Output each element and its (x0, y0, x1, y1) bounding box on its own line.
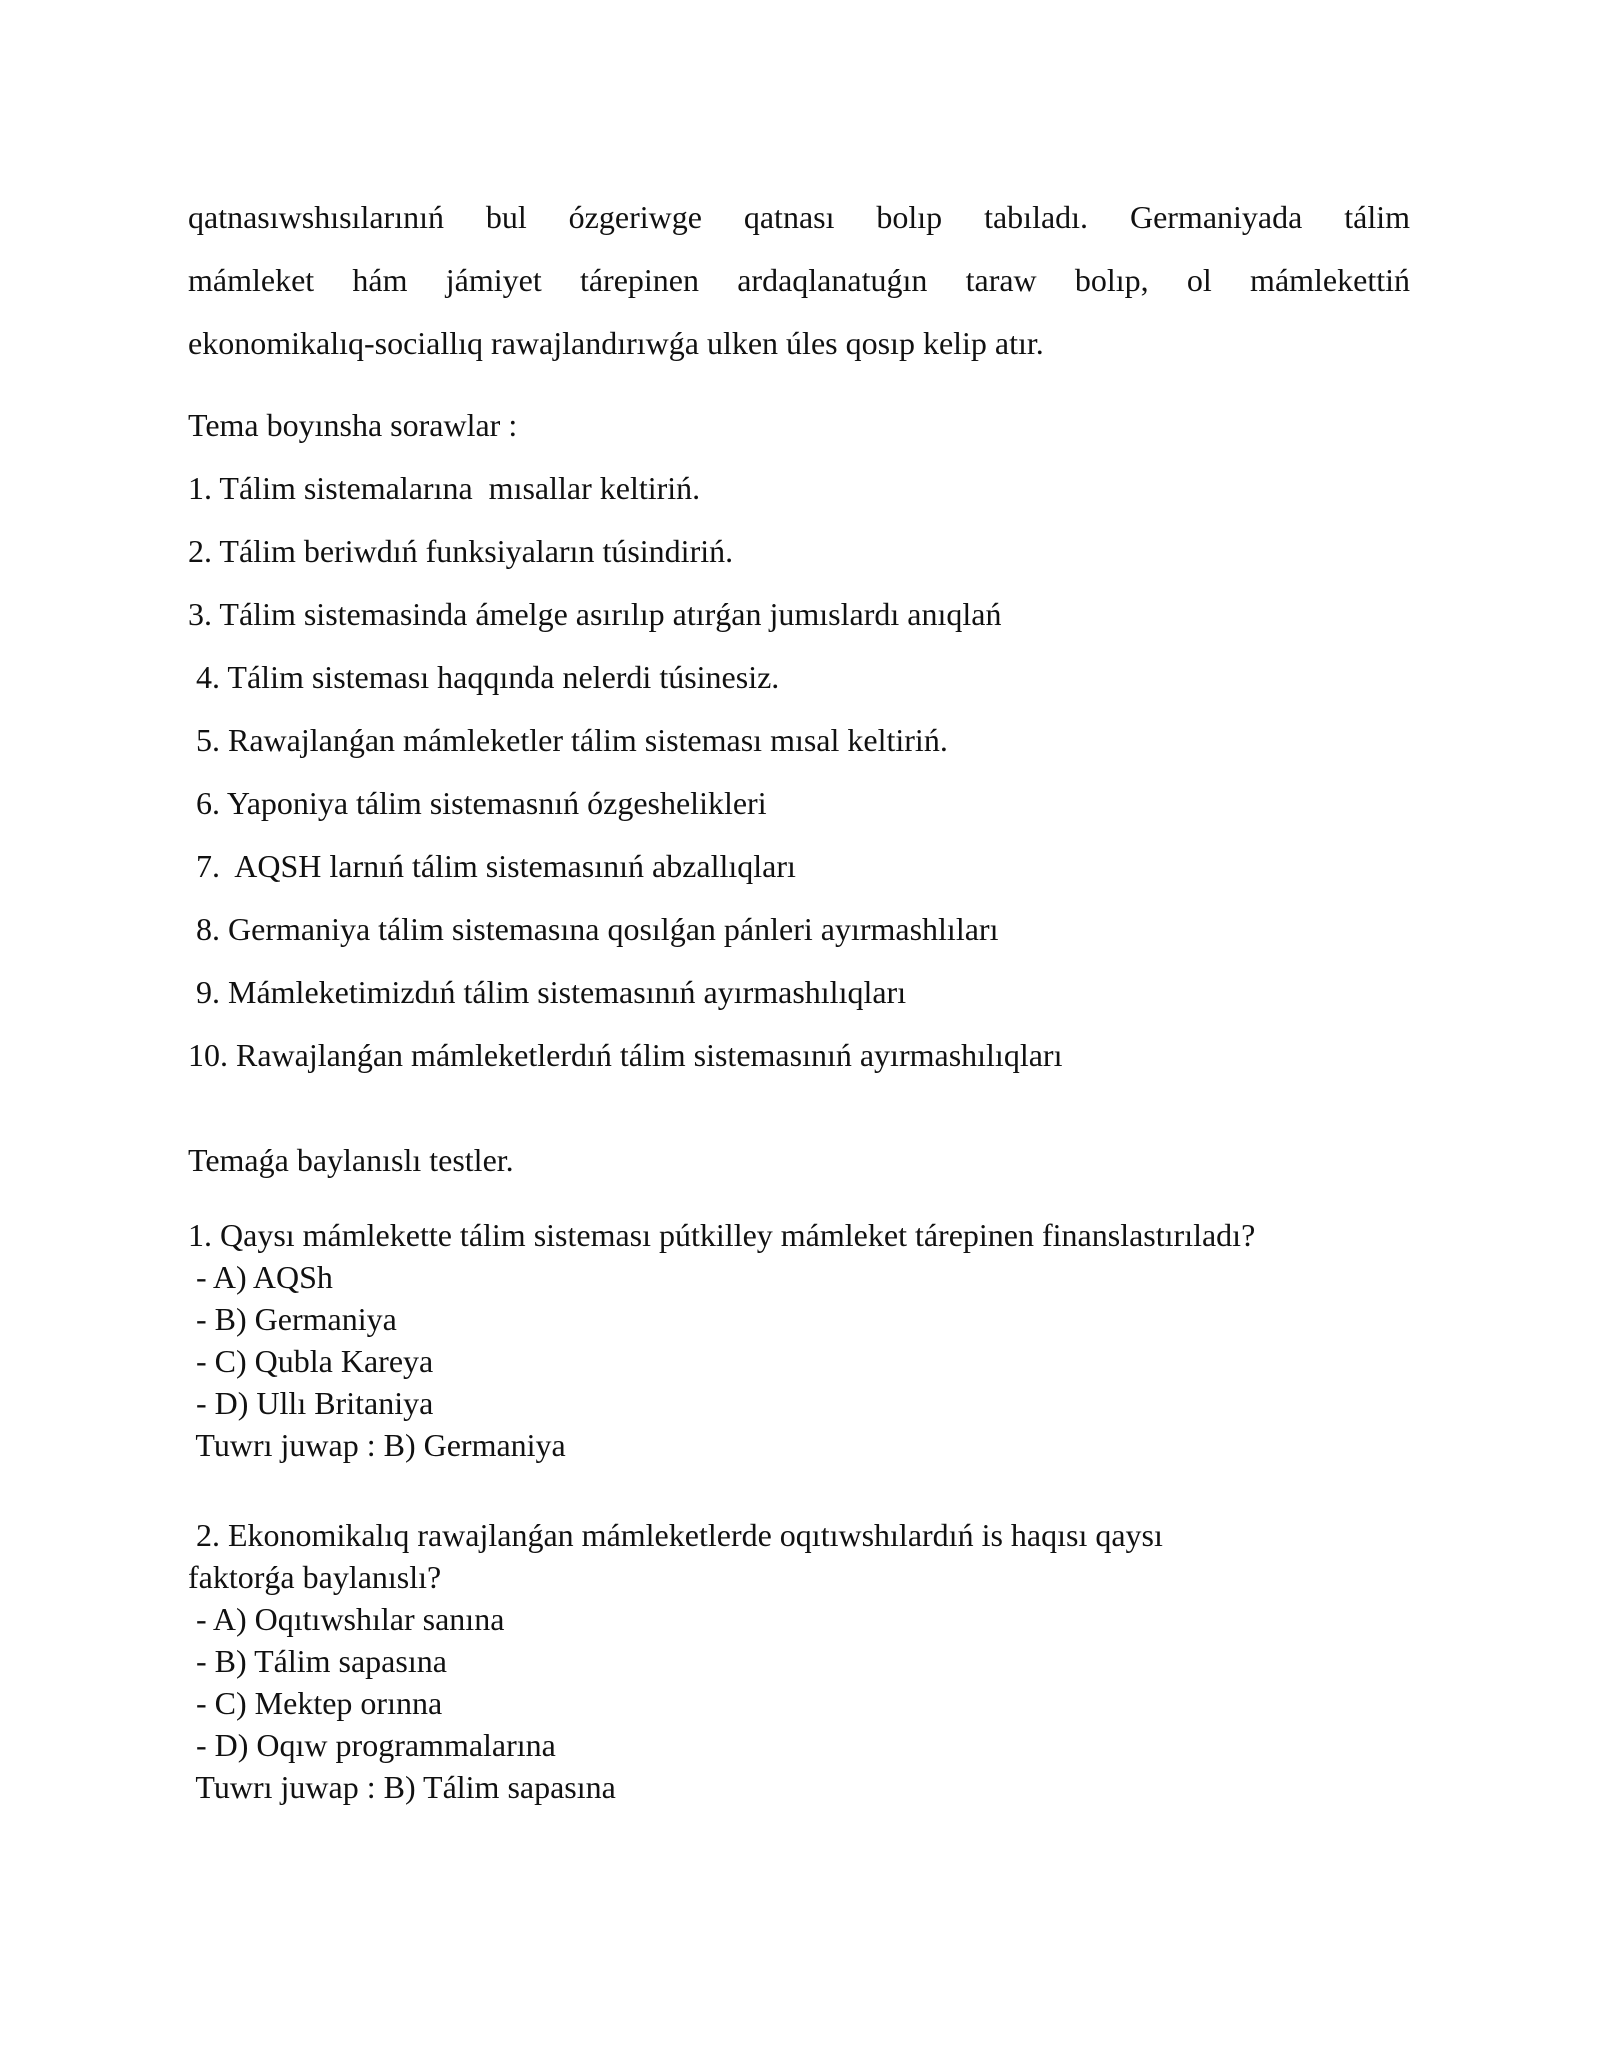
intro-line: mámleket hám jámiyet tárepinen ardaqlanatuǵın taraw bolıp, ol mámlekettiń (188, 262, 1410, 298)
test-answer: Tuwrı juwap : B) Tálim sapasına (188, 1769, 616, 1805)
question-item: 2. Tálim beriwdıń funksiyaların túsindiriń. (188, 533, 734, 569)
test-option: - A) AQSh (188, 1259, 333, 1295)
test-option: - A) Oqıtıwshılar sanına (188, 1601, 505, 1637)
questions-heading: Tema boyınsha sorawlar : (188, 407, 518, 443)
question-item: 4. Tálim sisteması haqqında nelerdi túsinesiz. (188, 659, 780, 695)
test-option: - D) Ullı Britaniya (188, 1385, 434, 1421)
test-question: 1. Qaysı mámlekette tálim sisteması pútkilley mámleket tárepinen finanslastırıladı? (188, 1217, 1256, 1253)
tests-heading: Temaǵa baylanıslı testler. (188, 1142, 514, 1178)
question-item: 6. Yaponiya tálim sistemasnıń ózgeshelikleri (188, 785, 767, 821)
intro-line: qatnasıwshısılarınıń bul ózgeriwge qatnası bolıp tabıladı. Germaniyada tálim (188, 199, 1410, 235)
test-option: - B) Germaniya (188, 1301, 397, 1337)
intro-line: ekonomikalıq-sociallıq rawajlandırıwǵa ulken úles qosıp kelip atır. (188, 325, 1044, 361)
test-question: 2. Ekonomikalıq rawajlanǵan mámleketlerde oqıtıwshılardıń is haqısı qaysı (188, 1517, 1163, 1553)
question-item: 7. AQSH larnıń tálim sistemasınıń abzallıqları (188, 848, 796, 884)
test-answer: Tuwrı juwap : B) Germaniya (188, 1427, 566, 1463)
test-option: - C) Qubla Kareya (188, 1343, 434, 1379)
question-item: 1. Tálim sistemalarına mısallar keltiriń. (188, 470, 701, 506)
question-item: 10. Rawajlanǵan mámleketlerdıń tálim sistemasınıń ayırmashılıqları (188, 1037, 1063, 1073)
question-item: 8. Germaniya tálim sistemasına qosılǵan pánleri ayırmashlıları (188, 911, 999, 947)
test-option: - C) Mektep orınna (188, 1685, 443, 1721)
question-item: 5. Rawajlanǵan mámleketler tálim sisteması mısal keltiriń. (188, 722, 948, 758)
intro-paragraph (188, 186, 1410, 375)
test-question: faktorǵa baylanıslı? (188, 1559, 442, 1595)
test-option: - D) Oqıw programmalarına (188, 1727, 556, 1763)
question-item: 3. Tálim sistemasinda ámelge asırılıp atırǵan jumıslardı anıqlań (188, 596, 1002, 632)
test-option: - B) Tálim sapasına (188, 1643, 447, 1679)
question-item: 9. Mámleketimizdıń tálim sistemasınıń ayırmashılıqları (188, 974, 907, 1010)
